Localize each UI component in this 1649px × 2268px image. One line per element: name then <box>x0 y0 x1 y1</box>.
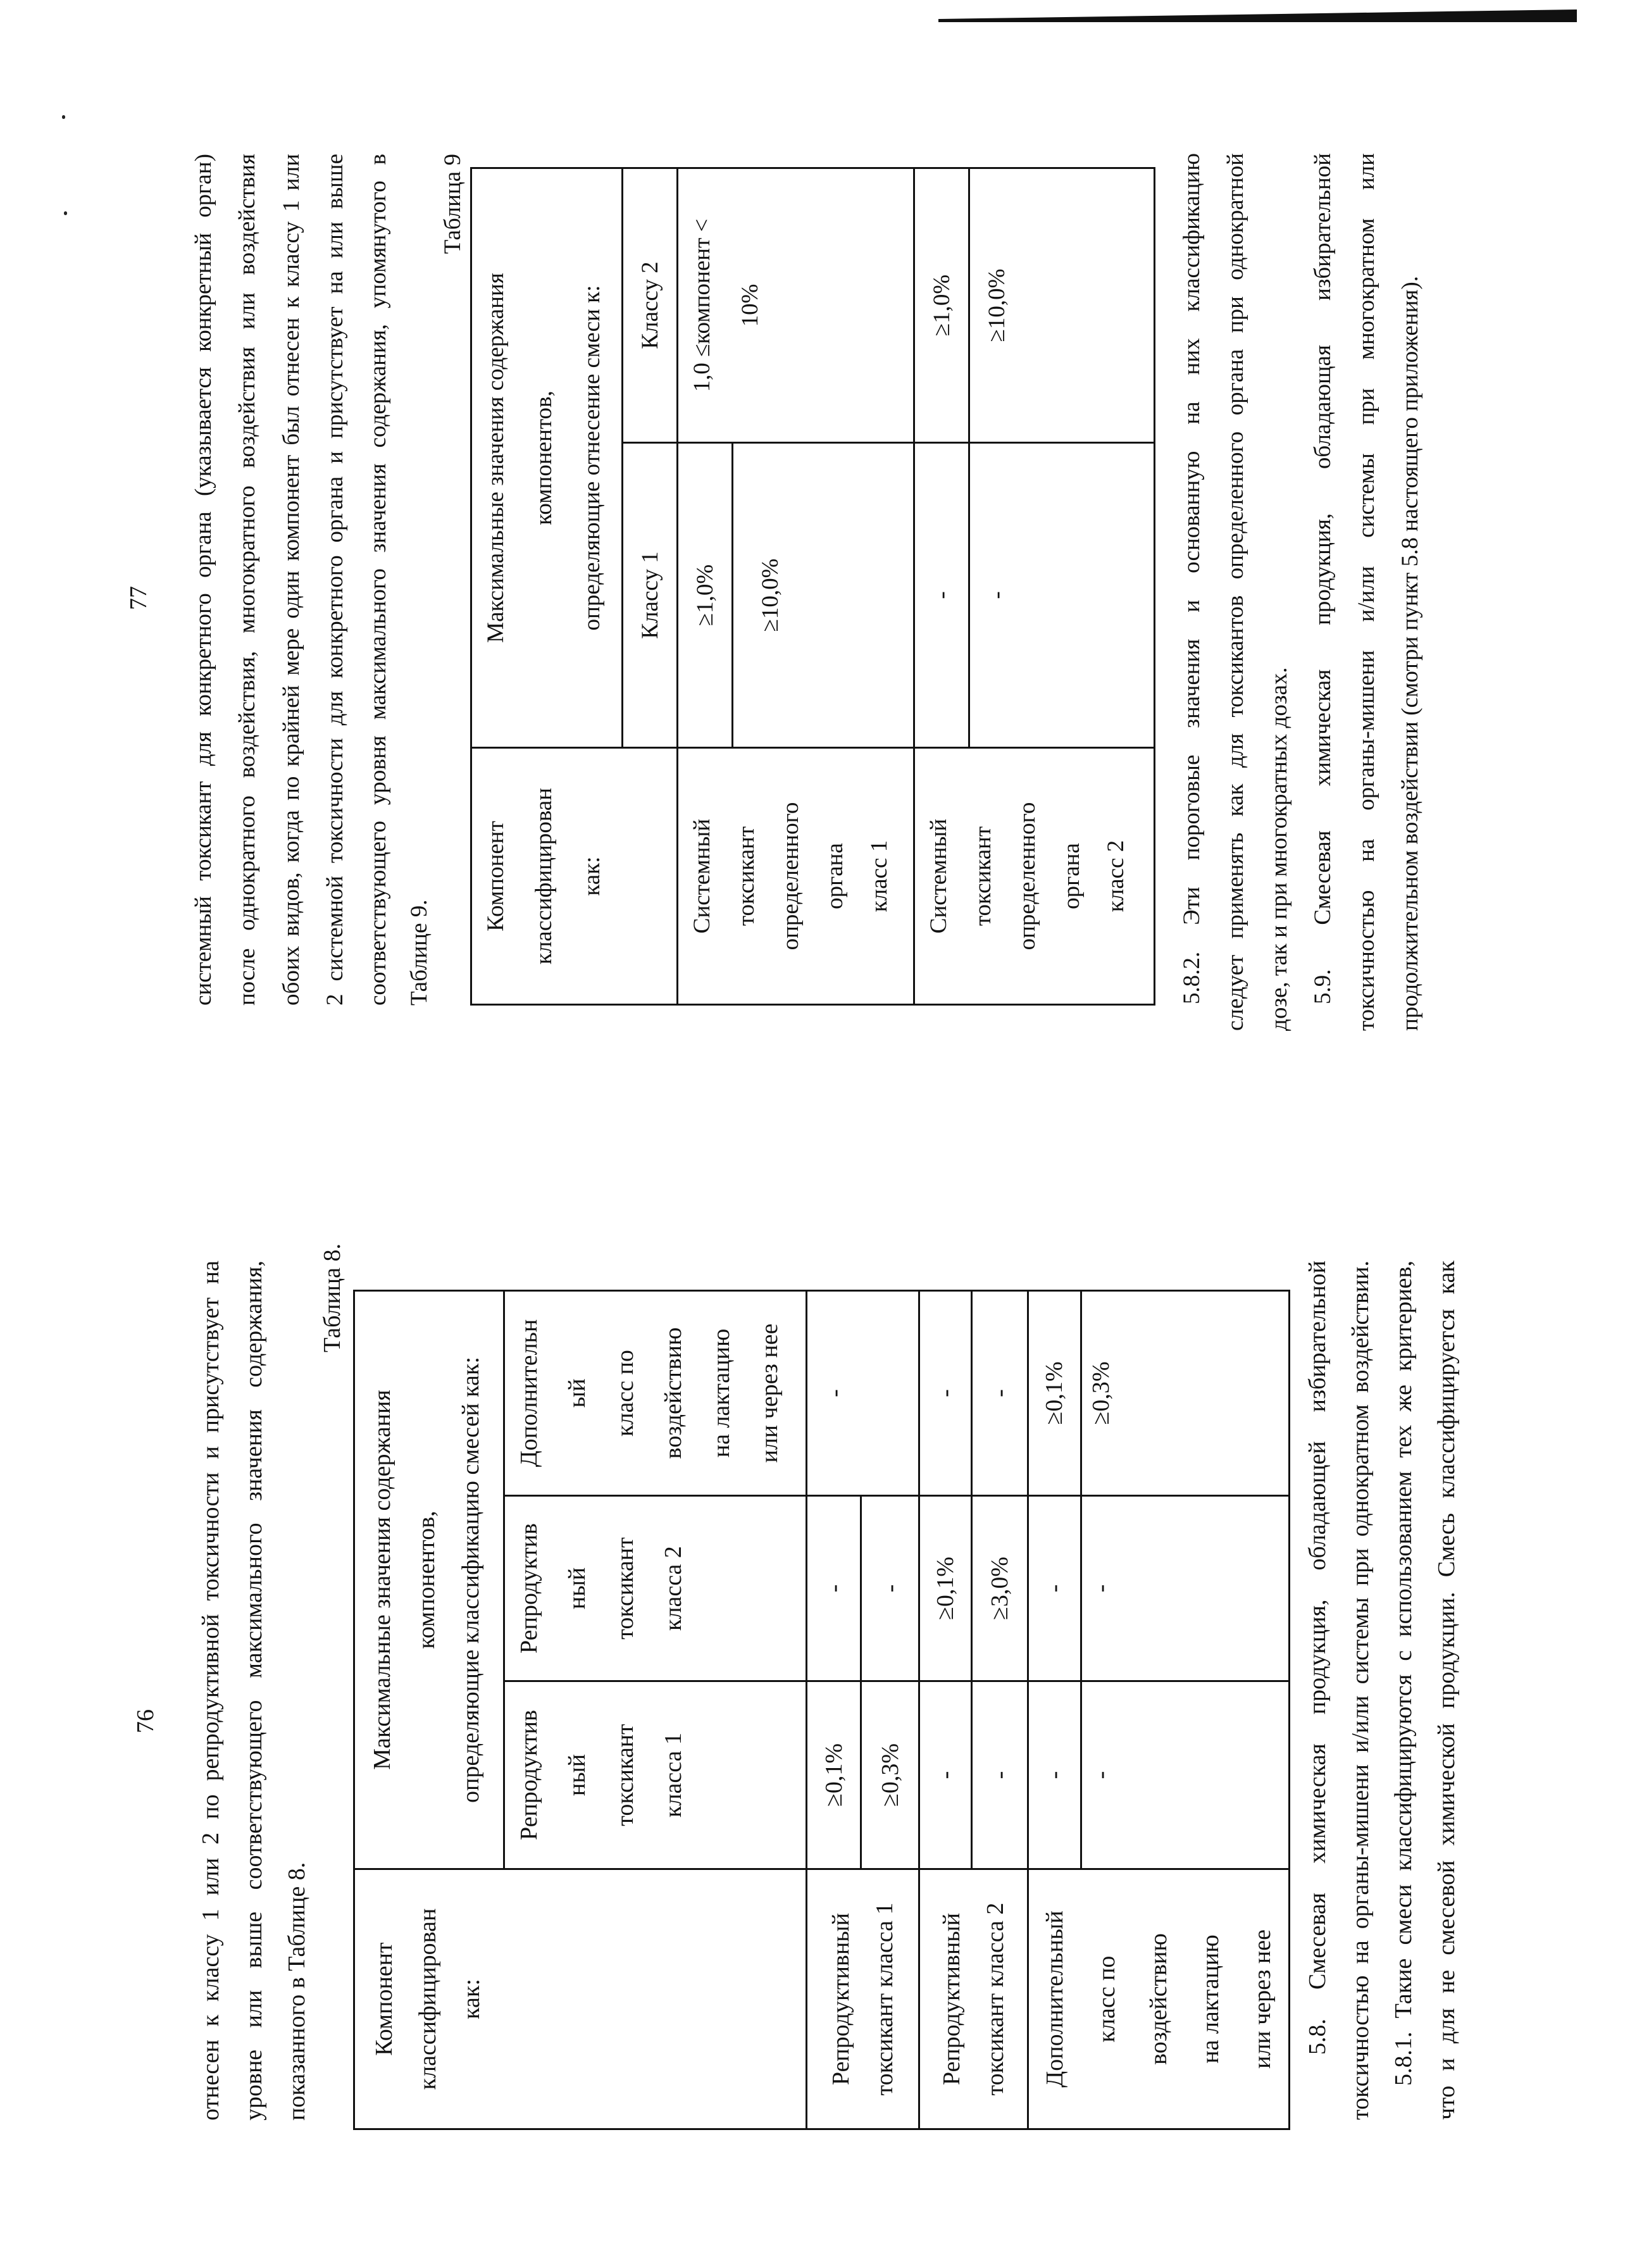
table-cell: ≥1,0% <box>678 443 733 748</box>
table-cell: - <box>1081 1496 1289 1681</box>
table-cell: - <box>1028 1681 1081 1869</box>
text-line: обоих видов, когда по крайней мере один компонент был отнесен к классу 1 или <box>278 154 304 1006</box>
row-component: Репродуктивный токсикант класса 2 <box>919 1869 1028 2129</box>
text-line: 5.9. Смесевая химическая продукция, обладающая избирательной <box>1310 153 1336 1004</box>
header-component: Компонент классифицирован как: <box>354 1869 807 2129</box>
table-cell: ≥0,3% <box>1081 1291 1289 1496</box>
table-cell: - <box>861 1496 919 1681</box>
scan-edge-shadow <box>938 9 1577 22</box>
header-group: Максимальные значения содержания компонентов, определяющие отнесение смеси к: <box>471 168 623 748</box>
scan-speck <box>64 211 67 215</box>
table-cell: - <box>1081 1681 1289 1869</box>
text-line: следует применять как для токсикантов определенного органа при однократной <box>1223 153 1248 1031</box>
text-line: дозе, так и при многократных дозах. <box>1266 667 1292 1031</box>
row-component: Репродуктивный токсикант класса 1 <box>807 1869 919 2129</box>
page-number: 77 <box>125 586 152 610</box>
text-line: продолжительном воздействии (смотри пункт 5.8 настоящего приложения). <box>1397 276 1423 1031</box>
row-component: Системный токсикант определенного органа класс 1 <box>678 748 914 1005</box>
text-line: после однократного воздействия, многократного воздействия или воздействия <box>234 154 260 1006</box>
row-component: Дополнительный класс по воздействию на лактацию или через нее <box>1028 1869 1290 2129</box>
header-group: Максимальные значения содержания компонентов, определяющие классификацию смесей как: <box>354 1291 504 1869</box>
table-cell: ≥0,1% <box>1028 1291 1081 1496</box>
table-cell: - <box>807 1496 861 1681</box>
table-cell: ≥0,1% <box>807 1681 861 1869</box>
scan-speck <box>62 115 65 119</box>
table-caption: Таблица 9 <box>440 154 466 254</box>
table-cell: - <box>972 1291 1028 1496</box>
text-line: уровне или выше соответствующего максимального значения содержания, <box>240 1261 267 2121</box>
table-cell: - <box>919 1681 972 1869</box>
table-cell: ≥10,0% <box>969 168 1155 443</box>
text-line: системный токсикант для конкретного органа (указывается конкретный орган) <box>190 154 216 1006</box>
table-cell: ≥0,3% <box>861 1681 919 1869</box>
page-number: 76 <box>132 1709 159 1733</box>
table-cell: - <box>919 1291 972 1496</box>
text-line: 5.8.1. Такие смеси классифицируются с использованием тех же критериев, <box>1390 1261 1417 2086</box>
table-cell: - <box>972 1681 1028 1869</box>
table-caption: Таблица 8. <box>319 1243 345 1353</box>
text-line: 2 системной токсичности для конкретного органа и присутствует на или выше <box>322 154 348 1006</box>
table-cell: - <box>914 443 969 748</box>
text-line: показанного в Таблице 8. <box>283 1862 310 2121</box>
text-line: 5.8. Смесевая химическая продукция, обладающей избирательной <box>1304 1261 1331 2055</box>
table-cell: ≥0,1% <box>919 1496 972 1681</box>
table-9 <box>470 167 1155 1006</box>
text-line: соответствующего уровня максимального значения содержания, упомянутого в <box>365 154 391 1006</box>
text-line: отнесен к классу 1 или 2 по репродуктивной токсичности и присутствует на <box>197 1261 224 2121</box>
column-header: Репродуктив ный токсикант класса 2 <box>504 1496 807 1681</box>
column-header: Дополнительн ый класс по воздействию на лактацию или через нее <box>504 1291 807 1496</box>
table-cell: - <box>1028 1496 1081 1681</box>
column-header: Классу 1 <box>623 443 678 748</box>
text-line: 5.8.2. Эти пороговые значения и основанную на них классификацию <box>1179 153 1205 1004</box>
text-line: токсичностью на органы-мишени и/или системы при однократном воздействии. <box>1347 1261 1374 2120</box>
table-cell: - <box>969 443 1155 748</box>
text-line: Таблице 9. <box>406 899 432 1006</box>
table-8 <box>353 1290 1290 2130</box>
table-cell: ≥3,0% <box>972 1496 1028 1681</box>
text-line: что и для не смесевой химической продукции. Смесь классифицируется как <box>1433 1261 1460 2120</box>
table-cell: 1,0 ≤компонент < 10% <box>678 168 914 443</box>
column-header: Классу 2 <box>623 168 678 443</box>
table-cell: ≥10,0% <box>733 443 914 748</box>
column-header: Репродуктив ный токсикант класса 1 <box>504 1681 807 1869</box>
row-component: Системный токсикант определенного органа класс 2 <box>914 748 1155 1005</box>
table-cell: - <box>807 1291 919 1496</box>
header-component: Компонент классифицирован как: <box>471 748 678 1005</box>
table-cell: ≥1,0% <box>914 168 969 443</box>
text-line: токсичностью на органы-мишени и/или системы при многократном или <box>1353 153 1379 1031</box>
